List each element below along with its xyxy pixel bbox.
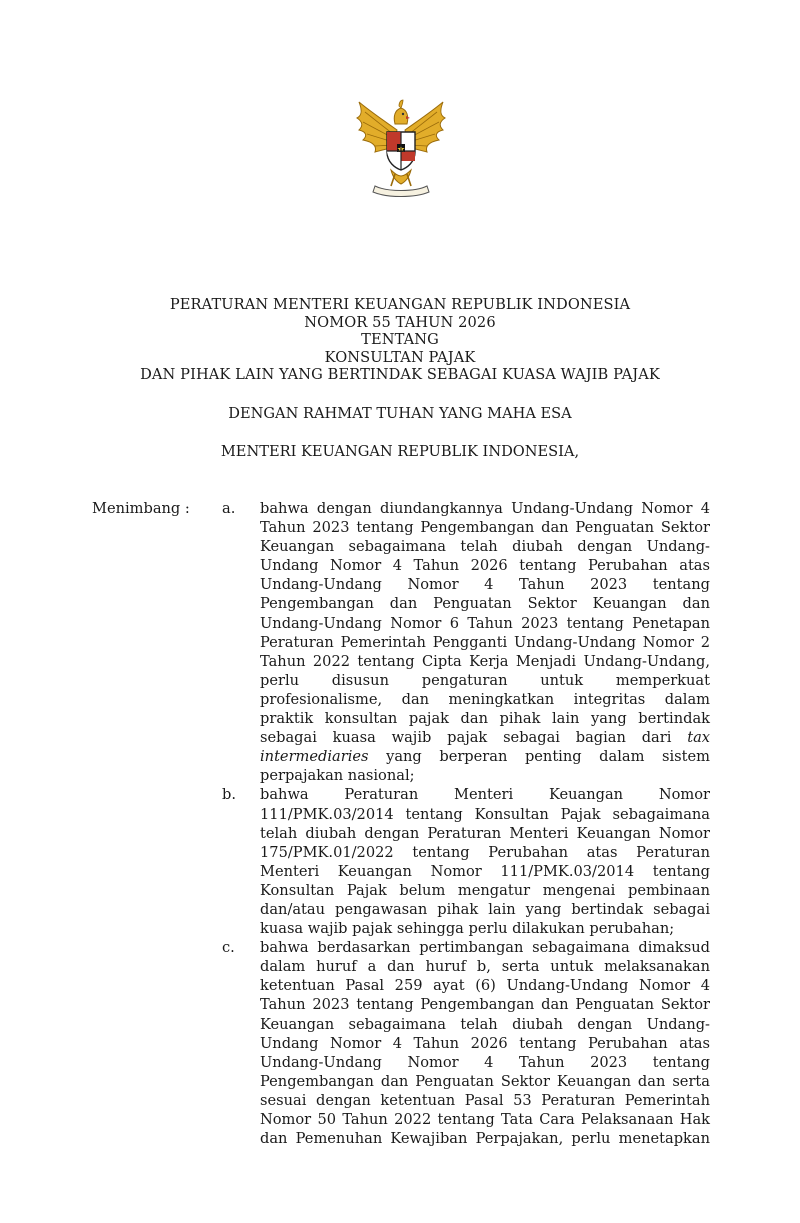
considering-item-c bbox=[222, 938, 710, 1148]
text-line: Undang-Undang Nomor 6 Tahun 2023 tentang Penetapan bbox=[260, 614, 710, 632]
text-line: 175/PMK.01/2022 tentang Perubahan atas Peraturan bbox=[260, 843, 710, 861]
text-line: ketentuan Pasal 259 ayat (6) Undang-Undang Nomor 4 bbox=[260, 977, 710, 995]
text-line: Tahun 2022 tentang Cipta Kerja Menjadi Undang-Undang, bbox=[260, 652, 710, 670]
text-line: sesuai dengan ketentuan Pasal 53 Peraturan Pemerintah bbox=[260, 1091, 710, 1109]
garuda-pancasila-emblem-icon bbox=[353, 90, 449, 198]
text-line: perpajakan nasional; bbox=[260, 767, 415, 785]
text-line: Keuangan sebagaimana telah diubah dengan Undang- bbox=[260, 1015, 710, 1033]
text-line: sebagai kuasa wajib pajak sebagai bagian dari tax bbox=[260, 729, 710, 747]
text-line: telah diubah dengan Peraturan Menteri Keuangan Nomor bbox=[260, 824, 710, 842]
text-line: Undang Nomor 4 Tahun 2026 tentang Perubahan atas bbox=[260, 1034, 710, 1052]
text-line: Menteri Keuangan Nomor 111/PMK.03/2014 tentang bbox=[260, 862, 710, 880]
text-line: praktik konsultan pajak dan pihak lain yang bertindak bbox=[260, 710, 710, 728]
item-marker: b. bbox=[222, 786, 236, 804]
text-line: bahwa Peraturan Menteri Keuangan Nomor bbox=[260, 786, 710, 804]
considering-item-b bbox=[222, 785, 710, 938]
text-line: Nomor 50 Tahun 2022 tentang Tata Cara Pelaksanaan Hak bbox=[260, 1111, 710, 1128]
title-line-5: DAN PIHAK LAIN YANG BERTINDAK SEBAGAI KUASA WAJIB PAJAK bbox=[140, 366, 660, 384]
text-line: Tahun 2023 tentang Pengembangan dan Penguatan Sektor bbox=[260, 996, 710, 1014]
text-line: dalam huruf a dan huruf b, serta untuk melaksanakan bbox=[260, 958, 710, 976]
title-line-3: TENTANG bbox=[361, 331, 439, 349]
text-line: Undang-Undang Nomor 4 Tahun 2023 tentang bbox=[260, 576, 710, 594]
considering-label: Menimbang : bbox=[92, 500, 190, 517]
title-line-2: NOMOR 55 TAHUN 2026 bbox=[304, 313, 496, 331]
item-marker: a. bbox=[222, 500, 236, 517]
text-line: Pengembangan dan Penguatan Sektor Keuangan dan serta bbox=[260, 1072, 710, 1090]
considering-item-a bbox=[222, 499, 710, 785]
text-line: profesionalisme, dan meningkatkan integritas dalam bbox=[260, 690, 710, 708]
text-line: Undang-Undang Nomor 4 Tahun 2023 tentang bbox=[260, 1053, 710, 1071]
authority-line: MENTERI KEUANGAN REPUBLIK INDONESIA, bbox=[220, 443, 580, 460]
text-line: Konsultan Pajak belum mengatur mengenai pembinaan bbox=[260, 881, 710, 899]
text-line: bahwa dengan diundangkannya Undang-Undang Nomor 4 bbox=[260, 500, 710, 517]
text-line: dan/atau pengawasan pihak lain yang bertindak sebagai bbox=[260, 900, 710, 918]
title-line-4: KONSULTAN PAJAK bbox=[324, 348, 476, 366]
item-text bbox=[260, 785, 710, 938]
text-line: Peraturan Pemerintah Pengganti Undang-Undang Nomor 2 bbox=[260, 633, 710, 651]
text-line: Tahun 2023 tentang Pengembangan dan Penguatan Sektor bbox=[260, 519, 710, 537]
text-line: Undang Nomor 4 Tahun 2026 tentang Perubahan atas bbox=[260, 557, 710, 575]
title-line-1: PERATURAN MENTERI KEUANGAN REPUBLIK INDONESIA bbox=[169, 296, 631, 313]
considering-list bbox=[222, 499, 710, 1148]
preamble: DENGAN RAHMAT TUHAN YANG MAHA ESA bbox=[228, 405, 572, 422]
text-line: bahwa berdasarkan pertimbangan sebagaimana dimaksud bbox=[260, 939, 710, 957]
text-line: intermediaries yang berperan penting dalam sistem bbox=[260, 748, 710, 766]
regulation-title bbox=[60, 296, 740, 384]
item-text bbox=[260, 499, 710, 785]
text-line: Keuangan sebagaimana telah diubah dengan Undang- bbox=[260, 538, 710, 556]
text-line: dan Pemenuhan Kewajiban Perpajakan, perlu menetapkan bbox=[260, 1130, 710, 1148]
text-line: perlu disusun pengaturan untuk memperkuat bbox=[260, 671, 710, 689]
item-text bbox=[260, 938, 710, 1148]
item-marker: c. bbox=[222, 939, 235, 957]
text-line: Pengembangan dan Penguatan Sektor Keuangan dan bbox=[260, 595, 710, 613]
text-line: 111/PMK.03/2014 tentang Konsultan Pajak sebagaimana bbox=[260, 805, 710, 823]
text-line: kuasa wajib pajak sehingga perlu dilakukan perubahan; bbox=[260, 920, 675, 938]
